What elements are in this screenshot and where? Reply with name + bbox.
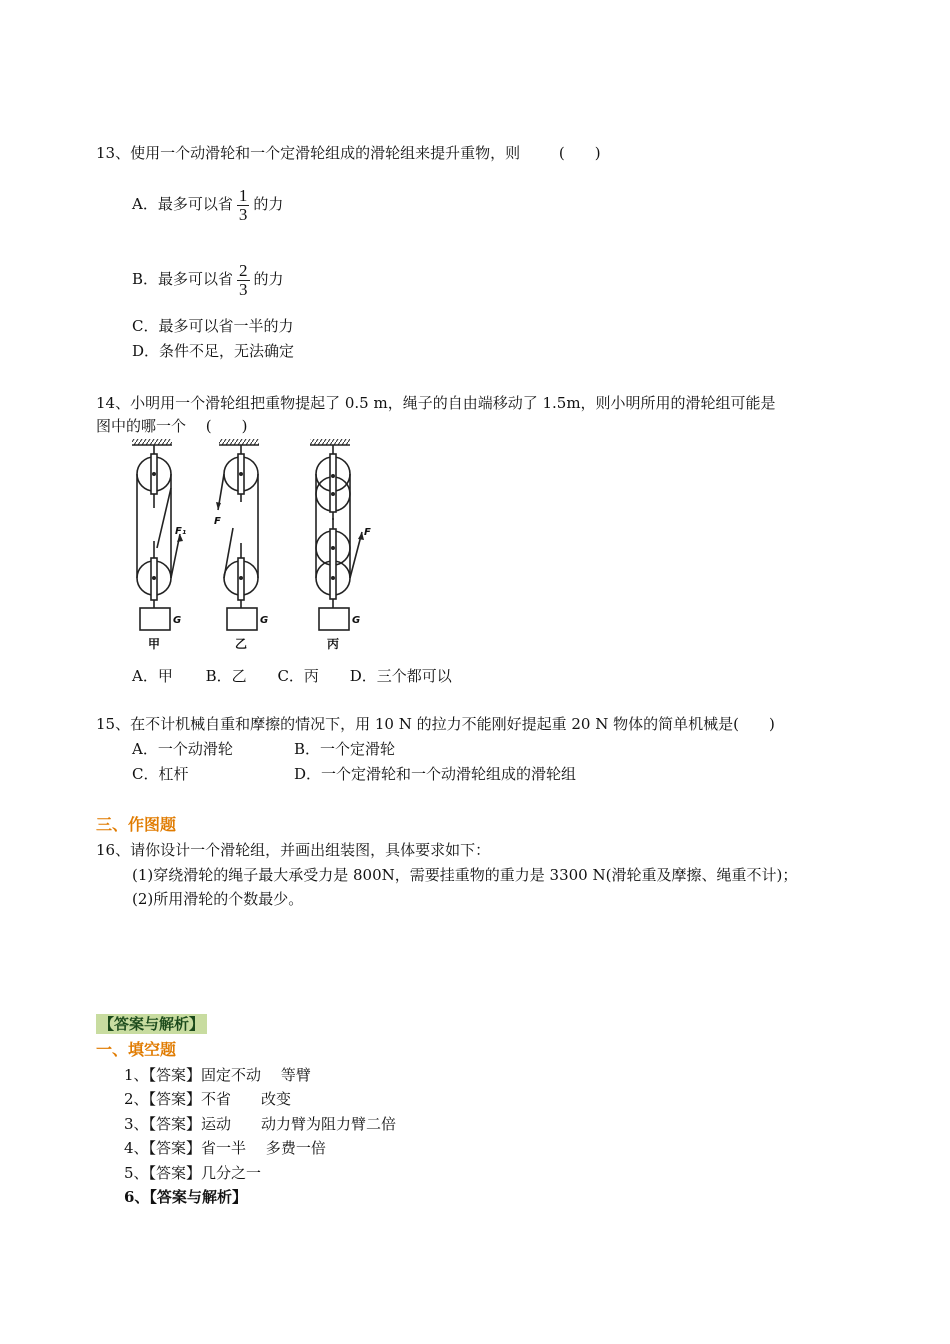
fraction-one-third: $\frac{1}{3}$ <box>238 185 248 224</box>
q15-option-c: C．杠杆 <box>132 765 189 783</box>
q14-option-c: C．丙 <box>277 667 319 685</box>
q14-option-b: B．乙 <box>205 667 247 685</box>
caption-yi: 乙 <box>235 637 248 651</box>
section-heading-drawing: 三、作图题 <box>96 815 177 834</box>
q16-requirement-2: (2)所用滑轮的个数最少。 <box>132 890 304 908</box>
force-label-jia: F₁ <box>175 526 187 537</box>
q14-options <box>132 666 452 686</box>
q13-option-d: D．条件不足，无法确定 <box>132 342 295 360</box>
answer-item: 1、【答案】固定不动 等臂 <box>124 1066 311 1084</box>
fraction-two-thirds: $\frac{2}{3}$ <box>239 260 248 299</box>
q13-option-a: A．最多可以省 $\frac{1}{3}$ 的力 <box>132 185 284 224</box>
q14-stem-line1: 14、小明用一个滑轮组把重物提起了 0.5 m，绳子的自由端移动了 1.5m，则小明所用的滑轮组可能是 <box>96 394 776 412</box>
pulley-figure <box>120 436 380 654</box>
pulley-system-jia <box>132 439 180 630</box>
pulley-system-bing <box>310 439 362 630</box>
weight-label-bing: G <box>352 615 361 626</box>
section-heading-fill-blank: 一、填空题 <box>96 1040 177 1059</box>
weight-label-yi: G <box>260 615 269 626</box>
answer-item: 2、【答案】不省 改变 <box>124 1090 292 1108</box>
pulley-system-yi <box>218 439 259 630</box>
q15-stem: 15、在不计机械自重和摩擦的情况下，用 10 N 的拉力不能刚好提起重 20 N 物体的简单机械是( ) <box>96 715 775 733</box>
q14-option-a: A．甲 <box>132 667 173 685</box>
q15-option-a: A．一个动滑轮 <box>132 740 233 758</box>
q14-stem-line2: 图中的哪一个 ( ) <box>96 417 248 435</box>
force-label-yi: F <box>214 516 221 527</box>
answer-item: 5、【答案】几分之一 <box>124 1164 262 1182</box>
answer-item: 3、【答案】运动 动力臂为阻力臂二倍 <box>124 1115 397 1133</box>
q15-option-b: B．一个定滑轮 <box>294 740 396 758</box>
caption-jia: 甲 <box>148 637 161 651</box>
force-label-bing: F <box>364 527 371 538</box>
q16-stem: 16、请你设计一个滑轮组，并画出组装图，具体要求如下： <box>96 841 491 859</box>
q13-stem: 13、使用一个动滑轮和一个定滑轮组成的滑轮组来提升重物，则 ( ) <box>96 144 601 162</box>
q14-option-d: D．三个都可以 <box>349 667 452 685</box>
q13-option-c: C．最多可以省一半的力 <box>132 317 294 335</box>
answer-item: 4、【答案】省一半 多费一倍 <box>124 1139 326 1157</box>
caption-bing: 丙 <box>327 637 340 651</box>
answers-badge: 【答案与解析】 <box>96 1014 207 1034</box>
weight-label-jia: G <box>173 615 182 626</box>
q16-requirement-1: (1)穿绕滑轮的绳子最大承受力是 800N，需要挂重物的重力是 3300 N(滑轮重及摩擦、绳重不计)； <box>132 866 798 884</box>
answer-item: 6、【答案与解析】 <box>124 1188 247 1206</box>
q13-option-b: B．最多可以省 $\frac{2}{3}$ 的力 <box>132 260 284 299</box>
q15-option-d: D．一个定滑轮和一个动滑轮组成的滑轮组 <box>294 765 577 783</box>
